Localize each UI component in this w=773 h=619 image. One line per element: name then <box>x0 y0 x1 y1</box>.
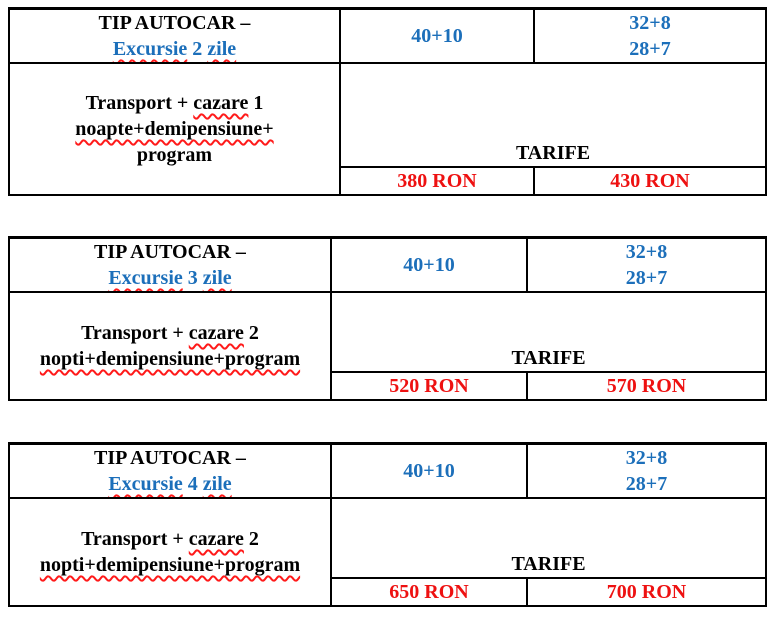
trip-type-title: TIP AUTOCAR – <box>98 12 251 34</box>
tarife-row <box>9 292 766 372</box>
subtitle-word-zile: zile <box>207 38 237 60</box>
tarife-header-cell: TARIFE <box>331 292 766 372</box>
package-line-1-prefix: Transport + <box>85 92 194 114</box>
bus-capacity-28-7: 28+7 <box>625 473 668 495</box>
price-40-10-cell: 380 RON <box>340 167 534 195</box>
price-40-10-cell: 650 RON <box>331 578 527 606</box>
bus-capacity-32-8: 32+8 <box>625 447 668 469</box>
price-32-8-cell: 430 RON <box>534 167 766 195</box>
tarife-row <box>9 498 766 578</box>
trip-type-cell <box>9 238 331 293</box>
price-40-10-cell: 520 RON <box>331 372 527 400</box>
bus-capacity-40-10-cell: 40+10 <box>331 444 527 499</box>
price-32-8-cell: 700 RON <box>527 578 766 606</box>
package-line-1-prefix: Transport + <box>81 322 189 344</box>
subtitle-word-excursie: Excursie <box>112 38 188 60</box>
bus-capacity-32-8: 32+8 <box>629 12 671 34</box>
subtitle-days-number: 2 <box>187 38 208 60</box>
package-line-1 <box>10 90 339 116</box>
package-word-cazare: cazare <box>193 92 249 114</box>
bus-capacity-40-10-cell: 40+10 <box>340 9 534 64</box>
trip-type-title: TIP AUTOCAR – <box>94 447 246 469</box>
package-line-1 <box>10 320 330 346</box>
subtitle-word-excursie: Excursie <box>108 267 183 289</box>
bus-capacity-32-8-28-7-cell <box>527 444 766 499</box>
package-line-2: nopti+demipensiune+program <box>39 554 301 576</box>
package-line-1-suffix: 2 <box>243 322 259 344</box>
subtitle-word-excursie: Excursie <box>108 473 183 495</box>
package-line-1-suffix: 2 <box>243 528 259 550</box>
tariff-table-excursie-3-zile <box>8 236 767 401</box>
subtitle-days-number: 4 <box>182 473 203 495</box>
trip-type-subtitle <box>10 471 330 497</box>
trip-type-subtitle <box>10 36 339 62</box>
package-description-cell <box>9 498 331 606</box>
table-header-row <box>9 444 766 499</box>
bus-capacity-32-8-28-7-cell <box>527 238 766 293</box>
bus-capacity-28-7: 28+7 <box>625 267 668 289</box>
package-description-cell <box>9 292 331 400</box>
tariff-table-excursie-2-zile <box>8 7 767 196</box>
tarife-header-cell: TARIFE <box>331 498 766 578</box>
subtitle-word-zile: zile <box>202 267 232 289</box>
table-header-row <box>9 238 766 293</box>
package-line-2: nopti+demipensiune+program <box>39 348 301 370</box>
trip-type-subtitle <box>10 265 330 291</box>
trip-type-title: TIP AUTOCAR – <box>94 241 246 263</box>
bus-capacity-40-10-cell: 40+10 <box>331 238 527 293</box>
package-line-3: program <box>136 144 213 166</box>
bus-capacity-28-7: 28+7 <box>629 38 671 60</box>
package-description-cell <box>9 63 340 195</box>
subtitle-word-zile: zile <box>202 473 232 495</box>
tarife-header-cell: TARIFE <box>340 63 766 167</box>
tarife-row <box>9 63 766 167</box>
package-line-1-suffix: 1 <box>248 92 264 114</box>
trip-type-cell <box>9 444 331 499</box>
package-word-cazare: cazare <box>188 528 244 550</box>
package-line-1-prefix: Transport + <box>81 528 189 550</box>
table-header-row <box>9 9 766 64</box>
package-line-2: noapte+demipensiune+ <box>75 118 274 140</box>
bus-capacity-32-8-28-7-cell <box>534 9 766 64</box>
package-line-1 <box>10 526 330 552</box>
package-word-cazare: cazare <box>188 322 244 344</box>
price-32-8-cell: 570 RON <box>527 372 766 400</box>
subtitle-days-number: 3 <box>182 267 203 289</box>
tariff-table-excursie-4-zile <box>8 442 767 607</box>
bus-capacity-32-8: 32+8 <box>625 241 668 263</box>
trip-type-cell <box>9 9 340 64</box>
